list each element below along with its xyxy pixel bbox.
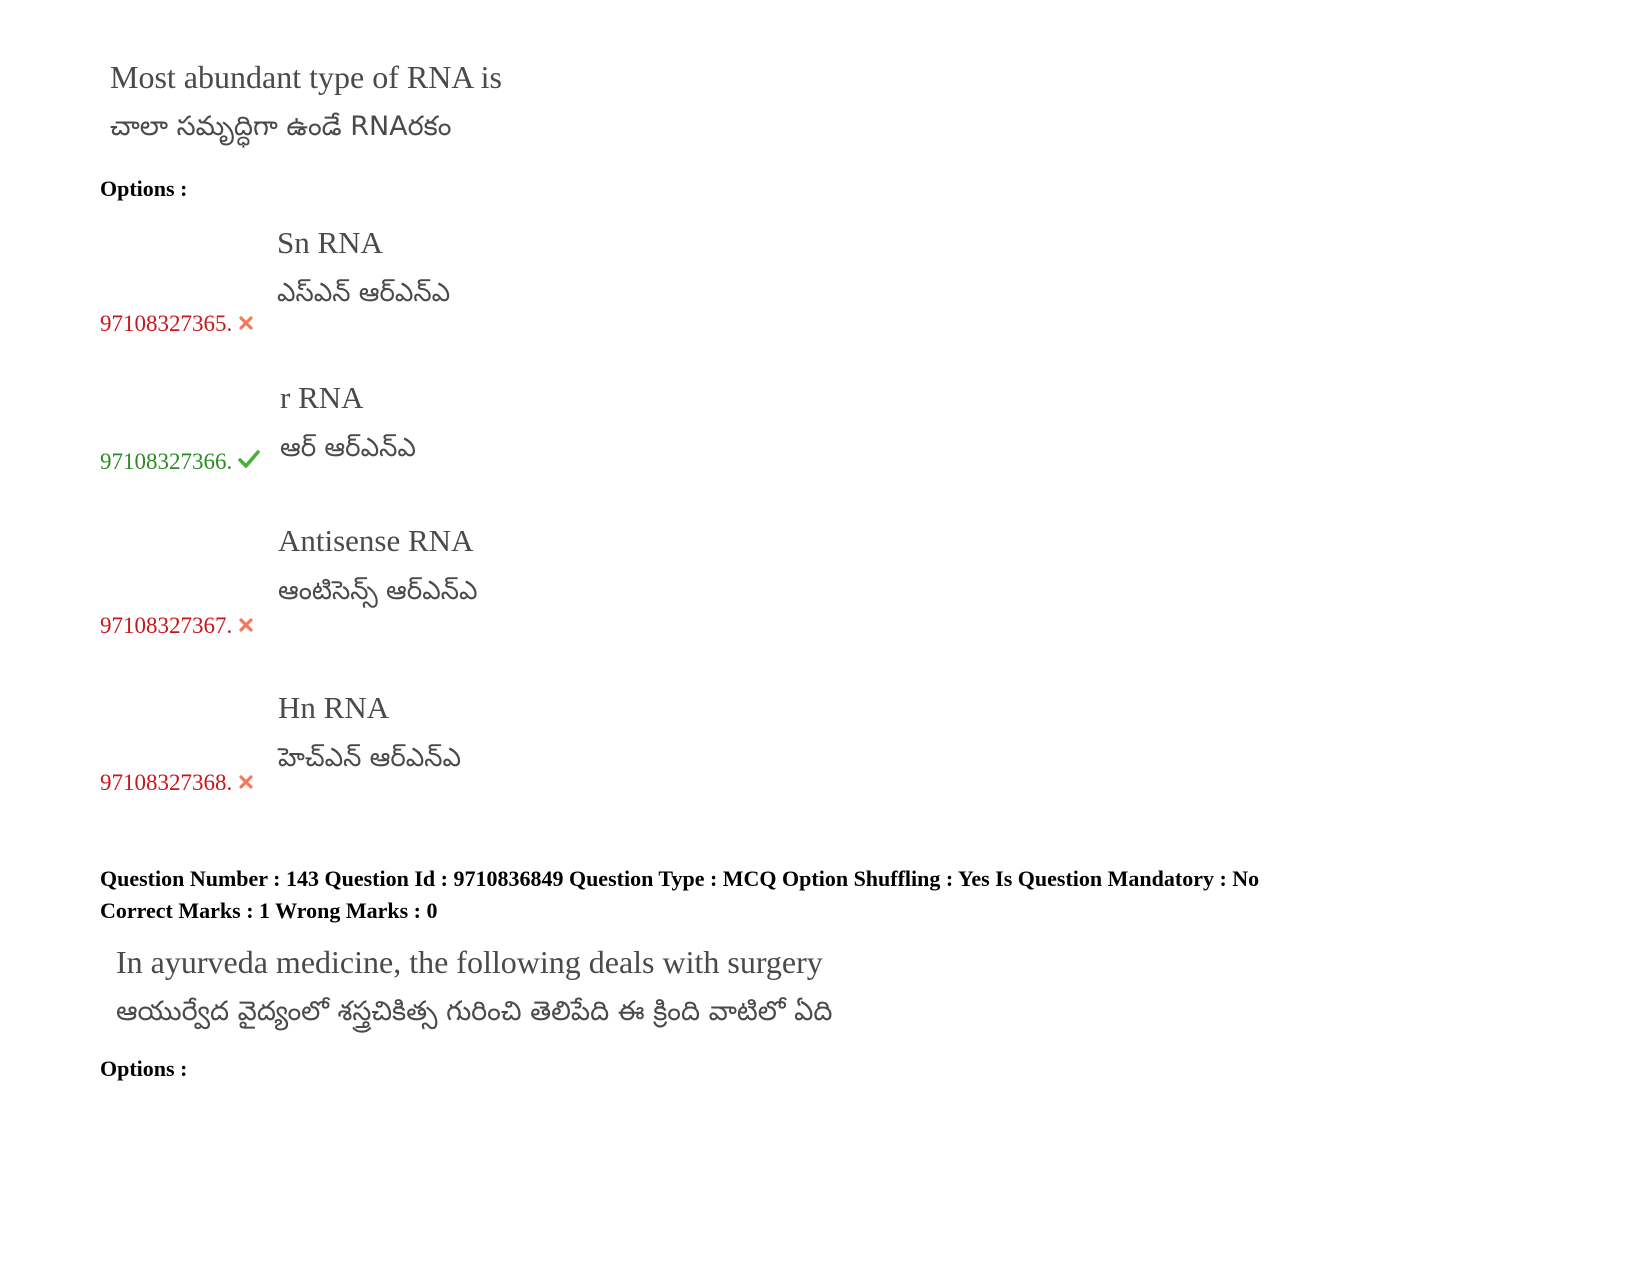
question-text-en: In ayurveda medicine, the following deals with surgery	[116, 944, 823, 980]
question-text-image	[116, 937, 832, 1037]
cross-icon	[238, 613, 254, 629]
option-image	[278, 683, 461, 783]
question-text-en: Most abundant type of RNA is	[110, 59, 502, 95]
option-id: 97108327367.	[100, 613, 233, 638]
option-row	[100, 613, 254, 639]
options-label: Options :	[100, 176, 188, 201]
cross-icon	[238, 770, 254, 786]
options-label: Options :	[100, 1056, 188, 1081]
option-text-en: Hn RNA	[278, 690, 390, 725]
question-text-image	[110, 52, 502, 152]
option-text-en: Antisense RNA	[278, 523, 474, 558]
option-text-en: r RNA	[280, 380, 364, 415]
option-row	[100, 311, 254, 337]
question-meta-line-2: Correct Marks : 1 Wrong Marks : 0	[100, 898, 438, 923]
check-icon	[238, 449, 260, 469]
option-text-te: ఎస్ఎన్ ఆర్ఎన్ఎ	[277, 278, 451, 308]
option-id: 97108327368.	[100, 770, 233, 795]
question-meta	[100, 863, 1259, 927]
option-text-te: ఆర్ ఆర్ఎన్ఎ	[280, 433, 416, 463]
option-id: 97108327365.	[100, 311, 233, 336]
option-id: 97108327366.	[100, 449, 233, 474]
option-text-en: Sn RNA	[277, 225, 383, 260]
question-text-te: ఆయుర్వేద వైద్యంలో శస్త్రచికిత్స గురించి తెలిపేది ఈ క్రింది వాటిలో ఏది	[116, 996, 833, 1027]
option-text-te: ఆంటిసెన్స్ ఆర్ఎన్ఎ	[278, 576, 478, 606]
option-image	[280, 373, 416, 473]
option-row	[100, 770, 254, 796]
option-text-te: హెచ్ఎన్ ఆర్ఎన్ఎ	[278, 743, 462, 773]
cross-icon	[238, 311, 254, 327]
option-image	[278, 516, 477, 616]
option-row	[100, 449, 260, 475]
option-image	[277, 218, 450, 318]
question-text-te: చాలా సమృద్ధిగా ఉండే RNAరకం	[110, 111, 452, 142]
question-meta-line-1: Question Number : 143 Question Id : 9710836849 Question Type : MCQ Option Shuffling : Yes Is Question Mandatory : No	[100, 866, 1260, 891]
